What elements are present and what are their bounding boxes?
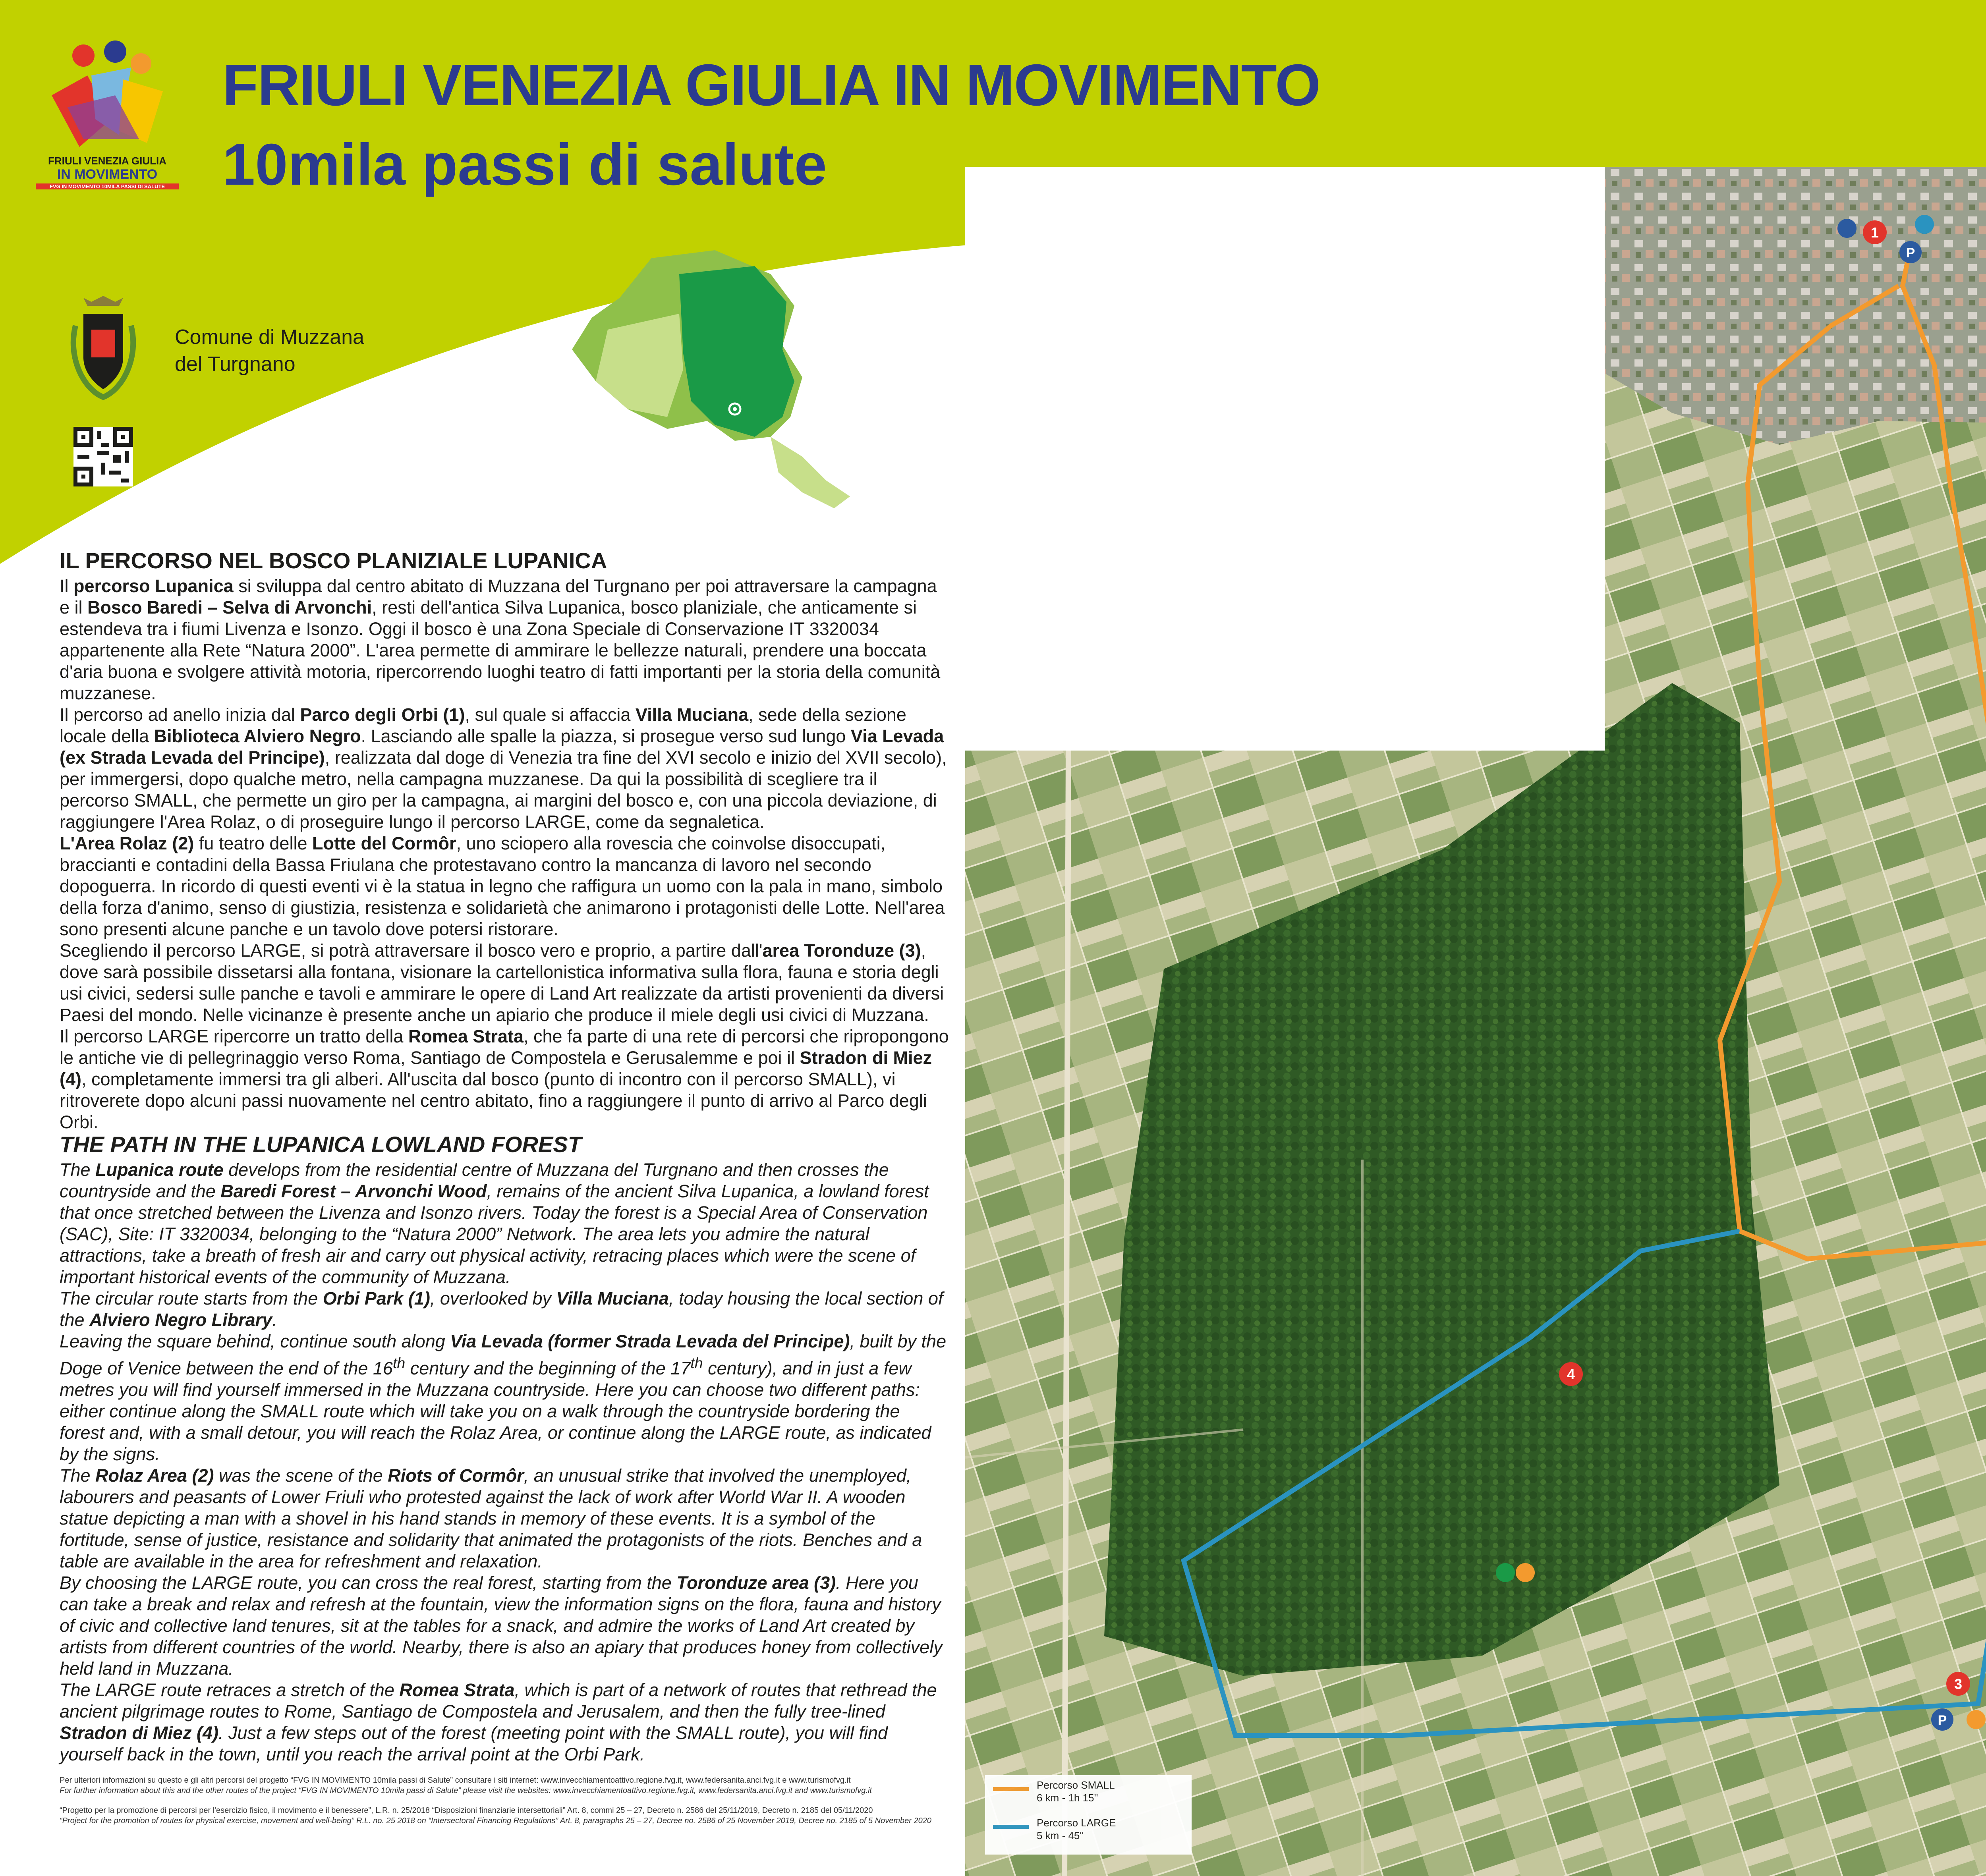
map-marker-3-label: 3 <box>1954 1676 1963 1692</box>
running-figures-icon <box>36 36 179 155</box>
map-marker-4-label: 4 <box>1567 1366 1575 1382</box>
map-zic-marker <box>1496 1563 1515 1582</box>
small-route-swatch <box>993 1787 1029 1791</box>
page-subtitle: 10mila passi di salute <box>222 132 827 197</box>
page-title: FRIULI VENEZIA GIULIA IN MOVIMENTO <box>222 52 1320 118</box>
route-legend-box <box>985 1775 1192 1855</box>
english-paragraph-2: The circular route starts from the Orbi Park (1), overlooked by Villa Muciana, today housing the local section of the Alviero Negro Library. <box>60 1288 943 1330</box>
italian-paragraph-2: Il percorso ad anello inizia dal Parco degli Orbi (1), sul quale si affaccia Villa Muciana, sede della sezione locale della Biblioteca Alviero Negro. Lasciando alle spalle la piazza, si prosegue verso sud lungo Via Levada (ex Strada Levada del Principe), realizzata dal doge di Venezia tra fine del XVI secolo e inizio del XVII secolo), per immergersi, dopo qualche metro, nella campagna muzzanese. Da qui la possibilità di scegliere tra il percorso SMALL, che permette un giro per la campagna, ai margini del bosco e, con una piccola deviazione, di raggiungere l'Area Rolaz, o di proseguire lungo il percorso LARGE, come da segnaletica. <box>60 704 947 832</box>
aerial-route-map <box>965 167 1986 1876</box>
large-route-label: Percorso LARGE <box>1037 1817 1116 1829</box>
english-paragraph-1: The Lupanica route develops from the residential centre of Muzzana del Turgnano and then crosses the countryside and the Baredi Forest – Arvonchi Wood, remains of the ancient Silva Lupanica, a lowland forest that once stretched between the Livenza and Isonzo rivers. Today the forest is a Special Area of Conservation (SAC), Site: IT 3320034, belonging to the “Natura 2000” Network. The area lets you admire the natural attractions, take a breath of fresh air and carry out physical activity, retracing places which were the scene of important historical events of the community of Muzzana. <box>60 1160 929 1287</box>
italian-text-section <box>60 550 949 1133</box>
logo-line2: IN MOVIMENTO <box>57 167 158 182</box>
crest-icon <box>64 294 143 405</box>
large-route-detail: 5 km - 45'' <box>1037 1830 1084 1841</box>
small-route-detail: 6 km - 1h 15'' <box>1037 1792 1098 1804</box>
english-paragraph-6: The LARGE route retraces a stretch of the Romea Strata, which is part of a network of routes that rethread the ancient pilgrimage routes to Rome, Santiago de Compostela and Jerusalem, and then the fully tree-lined Stradon di Miez (4). Just a few steps out of the forest (meeting point with the SMALL route), you will find yourself back in the town, until you reach the arrival point at the Orbi Park. <box>60 1680 937 1764</box>
fineprint-line4: “Project for the promotion of routes for physical exercise, movement and well-being” R.L. no. 25 2018 on “Intersectoral Financing Regulations” Art. 8, paragraphs 25 – 27, Decree no. 2586 of 25 November 2019, Decree no. 2185 of 5 November 2020 <box>60 1816 931 1825</box>
english-paragraph-4: The Rolaz Area (2) was the scene of the Riots of Cormôr, an unusual strike that involved the unemployed, labourers and peasants of Lower Friuli who protested against the lack of work after World War II. A wooden statue depicting a man with a shovel in his hand stands in memory of these events. It is a symbol of the fortitude, sense of justice, resistance and solidarity that animated the protagonists of the riots. Benches and a table are available in the area for refreshment and relaxation. <box>60 1465 922 1571</box>
map-marker-1-label: 1 <box>1870 224 1879 241</box>
map-parking-label-bottom: P <box>1938 1713 1947 1728</box>
italian-paragraph-5: Il percorso LARGE ripercorre un tratto della Romea Strata, che fa parte di una rete di percorsi che ripropongono le antiche vie di pellegrinaggio verso Roma, Santiago de Compostela e Gerusalemme e poi il Stradon di Miez (4), completamente immersi tra gli alberi. All'uscita dal bosco (punto di incontro con il percorso SMALL), vi ritroverete dopo alcuni passi nuovamente nel centro abitato, fino a raggiungere il punto di arrivo al Parco degli Orbi. <box>60 1026 949 1132</box>
map-wildlife-marker <box>1516 1563 1535 1582</box>
map-toilet-marker <box>1837 219 1857 238</box>
region-location-map <box>548 250 874 512</box>
fineprint-line2: For further information about this and the other routes of the project “FVG IN MOVIMENTO 10mila passi di Salute” please visit the websites: www.invecchiamentoattivo.regione.fvg.it, www.federsanita.anci.fvg.it and www.turismofvg.it <box>60 1786 872 1795</box>
fineprint-line1: Per ulteriori informazioni su questo e gli altri percorsi del progetto “FVG IN MOVIMENTO 10mila passi di Salute” consultare i siti internet: www.invecchiamentoattivo.regione.fvg.it, www.federsanita.anci.fvg.it e www.turismofvg.it <box>60 1776 851 1785</box>
english-paragraph-5: By choosing the LARGE route, you can cross the real forest, starting from the Toronduze area (3). Here you can take a break and relax and refresh at the fountain, view the information signs on the flora, fauna and history of civic and collective land tenures, sit at the tables for a snack, and admire the works of Land Art created by artists from different countries of the world. Nearby, there is also an apiary that produces honey from collectively held land in Muzzana. <box>60 1573 943 1679</box>
logo-line1: FRIULI VENEZIA GIULIA <box>48 155 167 167</box>
fineprint-section <box>60 1775 949 1826</box>
map-fountain-marker <box>1967 1710 1986 1729</box>
english-paragraph-3: Leaving the square behind, continue south along Via Levada (former Strada Levada del Principe), built by the Doge of Venice between the end of the 16th century and the beginning of the 17th century), and in just a few metres you will find yourself immersed in the Muzzana countryside. Here you can choose two different paths: either continue along the SMALL route which will take you on a walk through the countryside bordering the forest and, with a small detour, you will reach the Rolaz Area, or continue along the LARGE route, as indicated by the signs. <box>60 1331 947 1464</box>
english-heading: THE PATH IN THE LUPANICA LOWLAND FOREST <box>60 1132 582 1157</box>
italian-paragraph-1: Il percorso Lupanica si sviluppa dal centro abitato di Muzzana del Turgnano per poi attraversare la campagna e il Bosco Baredi – Selva di Arvonchi, resti dell'antica Silva Lupanica, bosco planiziale, che anticamente si estendeva tra i fiumi Livenza e Isonzo. Oggi il bosco è una Zona Speciale di Conservazione IT 3320034 appartenente alla Rete “Natura 2000”. L'area permette di ammirare le bellezze naturali, prendere una boccata d'aria buona e svolgere attività motoria, ripercorrendo luoghi teatro di fatti importanti per la storia della comunità muzzanese. <box>60 576 941 703</box>
english-text-section <box>60 1134 949 1765</box>
logo-line3: FVG IN MOVIMENTO 10MILA PASSI DI SALUTE <box>36 183 179 189</box>
map-parking-label-top: P <box>1906 245 1915 261</box>
comune-line1: Comune di Muzzana <box>175 326 364 349</box>
italian-heading: IL PERCORSO NEL BOSCO PLANIZIALE LUPANICA <box>60 548 607 573</box>
fvg-in-movimento-logo <box>36 36 179 203</box>
qr-code[interactable] <box>73 427 133 486</box>
large-route-swatch <box>993 1825 1029 1829</box>
comune-line2: del Turgnano <box>175 353 296 376</box>
map-villa-marker <box>1915 215 1934 234</box>
italian-paragraph-4: Scegliendo il percorso LARGE, si potrà attraversare il bosco vero e proprio, a partire dall'area Toronduze (3), dove sarà possibile dissetarsi alla fontana, visionare la cartellonistica informativa sulla flora, fauna e storia degli usi civici, sedersi sulle panche e tavoli e ammirare le opere di Land Art realizzate da artisti provenienti da diversi Paesi del mondo. Nelle vicinanze è presente anche un apiario che produce il miele degli usi civici di Muzzana. <box>60 940 944 1025</box>
comune-crest <box>64 294 143 405</box>
small-route-label: Percorso SMALL <box>1037 1779 1115 1791</box>
fineprint-line3: “Progetto per la promozione di percorsi per l'esercizio fisico, il movimento e il benessere”, L.R. n. 25/2018 “Disposizioni finanziarie intersettoriali” Art. 8, commi 25 – 27, Decreto n. 2586 del 25/11/2019, Decreto n. 2185 del 05/11/2020 <box>60 1806 873 1815</box>
italian-paragraph-3: L'Area Rolaz (2) fu teatro delle Lotte del Cormôr, uno sciopero alla rovescia che coinvolse disoccupati, braccianti e contadini della Bassa Friulana che protestavano contro la mancanza di lavoro nel secondo dopoguerra. In ricordo di questi eventi vi è la statua in legno che raffigura un uomo con la pala in mano, simbolo della forza d'animo, senso di giustizia, resistenza e solidarietà che animarono i protagonisti delle Lotte. Nell'area sono presenti alcune panche e un tavolo dove potersi ristorare. <box>60 833 945 939</box>
